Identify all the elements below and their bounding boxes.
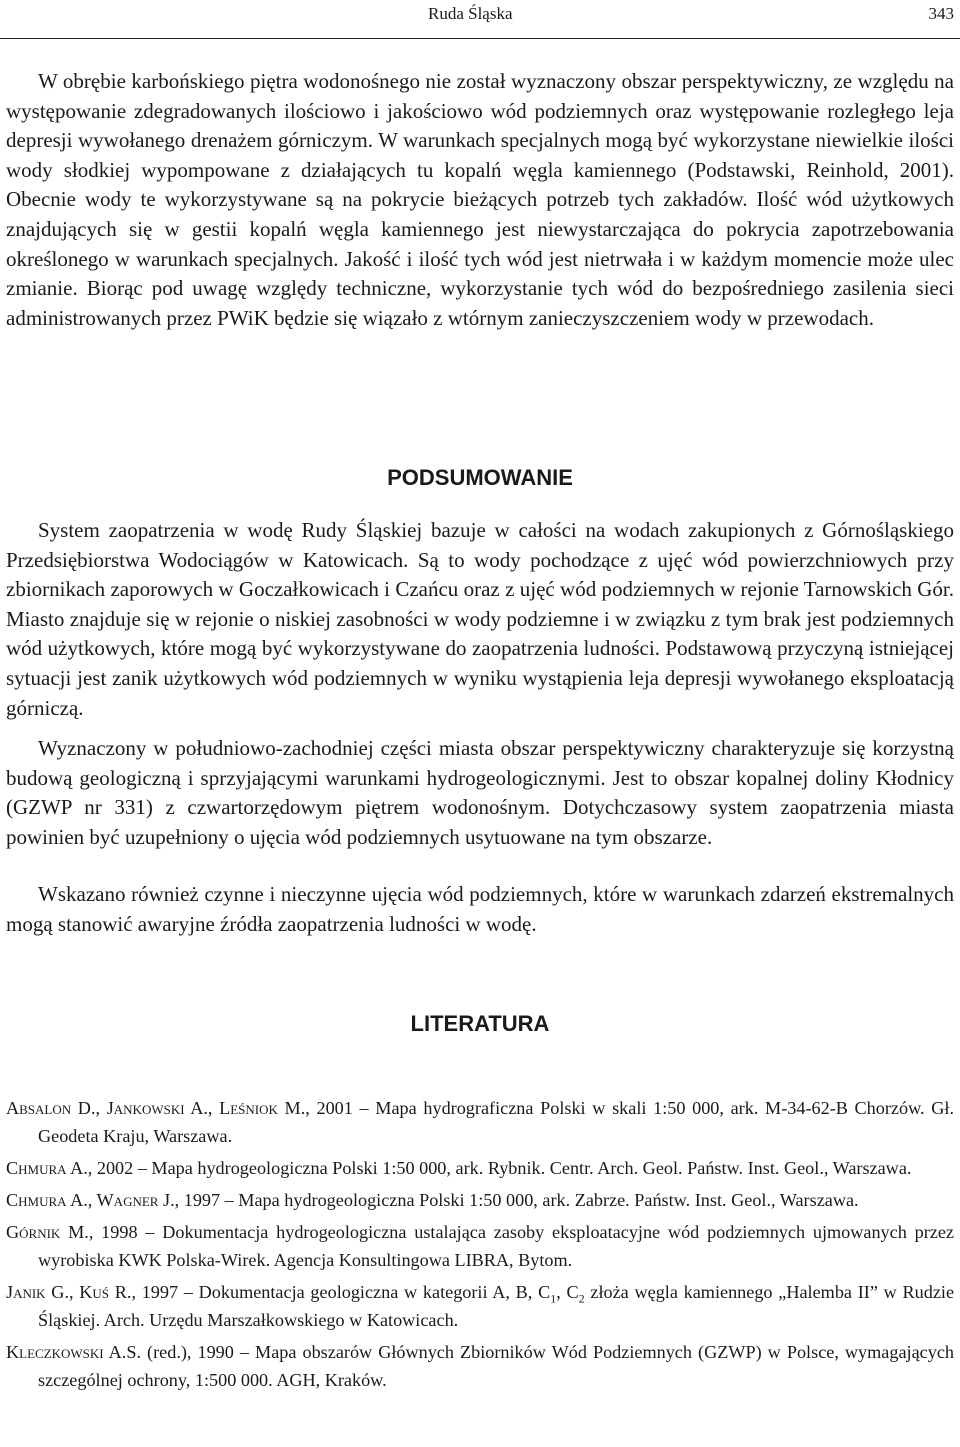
reference-details: (red.), 1990 – Mapa obszarów Głównych Zbiorników Wód Podziemnych (GZWP) w Polsce, wymagających szczególnej ochrony, 1:500 000. AGH, Kraków. — [38, 1342, 954, 1390]
section-heading-literature: LITERATURA — [410, 1011, 550, 1036]
body-paragraph: Wyznaczony w południowo-zachodniej części miasta obszar perspektywiczny charakteryzuje się korzystną budową geologiczną i sprzyjającymi warunkami hydrogeologicznymi. Jest to obszar kopalnej doliny Kłodnicy (GZWP nr 331) z czwartorzędowym piętrem wodonośnym. Dotychczasowy system zaopatrzenia miasta powinien być uzupełniony o ujęcia wód podziemnych usytuowane na tym obszarze. — [6, 736, 954, 849]
reference-details: , C — [556, 1282, 579, 1302]
reference-item — [6, 1186, 954, 1214]
reference-item — [6, 1338, 954, 1394]
subscript: 1 — [550, 1291, 557, 1306]
page-number: 343 — [928, 4, 954, 23]
reference-authors: Chmura A., Wagner J. — [6, 1190, 175, 1210]
reference-item — [6, 1094, 954, 1150]
page-header — [0, 0, 960, 39]
reference-details: , 2001 – Mapa hydrograficzna Polski w skali 1:50 000, ark. M-34-62-B Chorzów. Gł. Geodeta Kraju, Warszawa. — [38, 1098, 954, 1146]
reference-authors: Górnik M. — [6, 1222, 89, 1242]
reference-item — [6, 1218, 954, 1274]
reference-details: złoża węgla kamiennego „Halemba II” w Rudzie Śląskiej. Arch. Urzędu Marszałkowskiego w Katowicach. — [38, 1282, 955, 1330]
subscript: 2 — [578, 1291, 585, 1306]
reference-authors: Janik G., Kuś R. — [6, 1282, 132, 1302]
running-title: Ruda Śląska — [428, 4, 513, 23]
body-paragraph: System zaopatrzenia w wodę Rudy Śląskiej bazuje w całości na wodach zakupionych z Górnośląskiego Przedsiębiorstwa Wodociągów w Katowicach. Są to wody pochodzące z ujęć wód powierzchniowych przy zbiornikach zaporowych w Goczałkowicach i Czańcu oraz z ujęć wód podziemnych w rejonie Tarnowskich Gór. Miasto znajduje się w rejonie o niskiej zasobności w wody podziemne i w związku z tym brak jest podziemnych wód użytkowych, które mogą być wykorzystywane do zaopatrzenia ludności. Podstawową przyczyną istniejącej sytuacji jest zanik użytkowych wód podziemnych w wyniku wystąpienia leja depresji wywołanego eksploatacją górniczą. — [6, 518, 954, 720]
reference-details: , 2002 – Mapa hydrogeologiczna Polski 1:50 000, ark. Rybnik. Centr. Arch. Geol. Państw. Inst. Geol., Warszawa. — [87, 1158, 912, 1178]
reference-authors: Absalon D., Jankowski A., Leśniok M. — [6, 1098, 306, 1118]
body-paragraph: Wskazano również czynne i nieczynne ujęcia wód podziemnych, które w warunkach zdarzeń ekstremalnych mogą stanowić awaryjne źródła zaopatrzenia ludności w wodę. — [6, 882, 954, 936]
reference-details: , 1997 – Mapa hydrogeologiczna Polski 1:50 000, ark. Zabrze. Państw. Inst. Geol., Warszawa. — [174, 1190, 859, 1210]
reference-authors: Chmura A. — [6, 1158, 88, 1178]
reference-list — [6, 1094, 954, 1398]
reference-item — [6, 1278, 954, 1334]
reference-item — [6, 1154, 954, 1182]
body-paragraph: W obrębie karbońskiego piętra wodonośnego nie został wyznaczony obszar perspektywiczny, ze względu na występowanie zdegradowanych ilościowo i jakościowo wód podziemnych oraz występowanie rozległego leja depresji wywołanego drenażem górniczym. W warunkach specjalnych mogą być wykorzystane niewielkie ilości wody słodkiej wypompowane z działających tu kopalń węgla kamiennego (Podstawski, Reinhold, 2001). Obecnie wody te wykorzystywane są na pokrycie bieżących potrzeb tych zakładów. Ilość wód użytkowych znajdujących się w gestii kopalń węgla kamiennego jest niewystarczająca do pokrycia zapotrzebowania określonego w warunkach specjalnych. Jakość i ilość tych wód jest nietrwała i w każdym momencie może ulec zmianie. Biorąc pod uwagę względy techniczne, wykorzystanie tych wód do bezpośredniego zasilenia sieci administrowanych przez PWiK będzie się wiązało z wtórnym zanieczyszczeniem wody w przewodach. — [6, 69, 954, 330]
reference-authors: Kleczkowski A.S. — [6, 1342, 141, 1362]
reference-details: , 1997 – Dokumentacja geologiczna w kategorii A, B, C — [131, 1282, 551, 1302]
reference-details: , 1998 – Dokumentacja hydrogeologiczna ustalająca zasoby eksploatacyjne wód podziemnych ujmowanych przez wyrobiska KWK Polska-Wirek. Agencja Konsultingowa LIBRA, Bytom. — [38, 1222, 954, 1270]
section-heading-summary: PODSUMOWANIE — [387, 465, 573, 490]
